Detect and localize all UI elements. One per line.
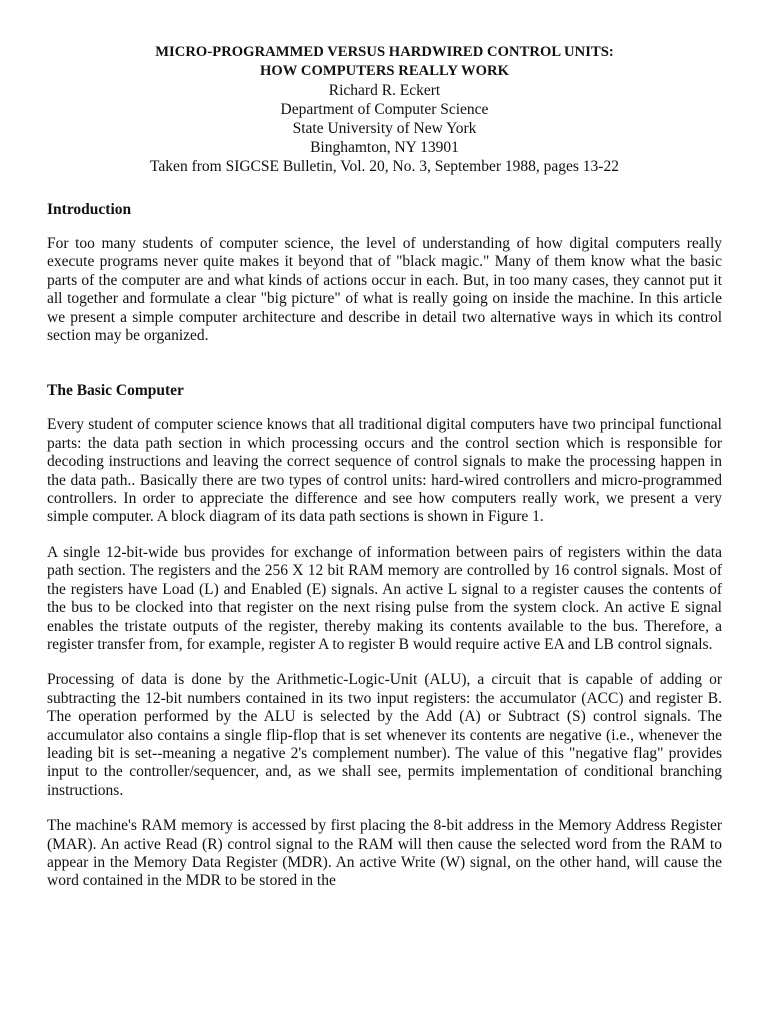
author-department: Department of Computer Science xyxy=(280,101,489,118)
document-page xyxy=(47,43,722,891)
body-paragraph: Every student of computer science knows that all traditional digital computers have two principal functional parts: the data path section in which processing occurs and the control section which is responsible for decoding instructions and leaving the correct sequence of control signals to make the processing happen in the data path.. Basically there are two types of control units: hard-wired controllers and micro-programmed controllers. In order to appreciate the difference and see how computers really work, we present a very simple computer. A block diagram of its data path sections is shown in Figure 1. xyxy=(47,416,722,526)
paper-header xyxy=(47,43,722,176)
section-heading-introduction: Introduction xyxy=(47,201,132,218)
section-heading-basic-computer: The Basic Computer xyxy=(47,382,184,400)
author-name: Richard R. Eckert xyxy=(328,82,441,99)
body-paragraph: The machine's RAM memory is accessed by first placing the 8-bit address in the Memory Address Register (MAR). An active Read (R) control signal to the RAM will then cause the selected word from the RAM to appear in the Memory Data Register (MDR). An active Write (W) signal, on the other hand, will cause the word contained in the MDR to be stored in the xyxy=(47,817,722,890)
body-paragraph: Processing of data is done by the Arithmetic-Logic-Unit (ALU), a circuit that is capable of adding or subtracting the 12-bit numbers contained in its two input registers: the accumulator (ACC) and register B. The operation performed by the ALU is selected by the Add (A) or Subtract (S) control signals. The accumulator also contains a single flip-flop that is set whenever its contents are negative (i.e., whenever the leading bit is set--meaning a negative 2's complement number). The value of this "negative flag" provides input to the controller/sequencer, and, as we shall see, permits implementation of conditional branching instructions. xyxy=(47,671,722,799)
introduction-paragraph: For too many students of computer science, the level of understanding of how digital computers really execute programs never quite makes it beyond that of "black magic." Many of them know what the basic parts of the computer are and what kinds of actions occur in each. But, in too many cases, they cannot put it all together and formulate a clear "big picture" of what is really going on inside the machine. In this article we present a simple computer architecture and describe in detail two alternative ways in which its control section may be organized. xyxy=(47,235,722,345)
publication-source: Taken from SIGCSE Bulletin, Vol. 20, No. 3, September 1988, pages 13-22 xyxy=(150,158,619,175)
body-paragraph: A single 12-bit-wide bus provides for exchange of information between pairs of registers within the data path section. The registers and the 256 X 12 bit RAM memory are controlled by 16 control signals. Most of the registers have Load (L) and Enabled (E) signals. An active L signal to a register causes the contents of the bus to be clocked into that register on the next rising pulse from the system clock. An active E signal enables the tristate outputs of the register, thereby making its contents available to the bus. Therefore, a register transfer from, for example, register A to register B would require active EA and LB control signals. xyxy=(47,543,722,653)
paper-title-line-1: MICRO-PROGRAMMED VERSUS HARDWIRED CONTROL UNITS: xyxy=(155,44,614,60)
paper-title-line-2: HOW COMPUTERS REALLY WORK xyxy=(260,63,509,79)
author-city: Binghamton, NY 13901 xyxy=(310,139,459,156)
section-basic-computer xyxy=(47,381,722,890)
section-introduction xyxy=(47,200,722,345)
author-university: State University of New York xyxy=(292,120,477,137)
